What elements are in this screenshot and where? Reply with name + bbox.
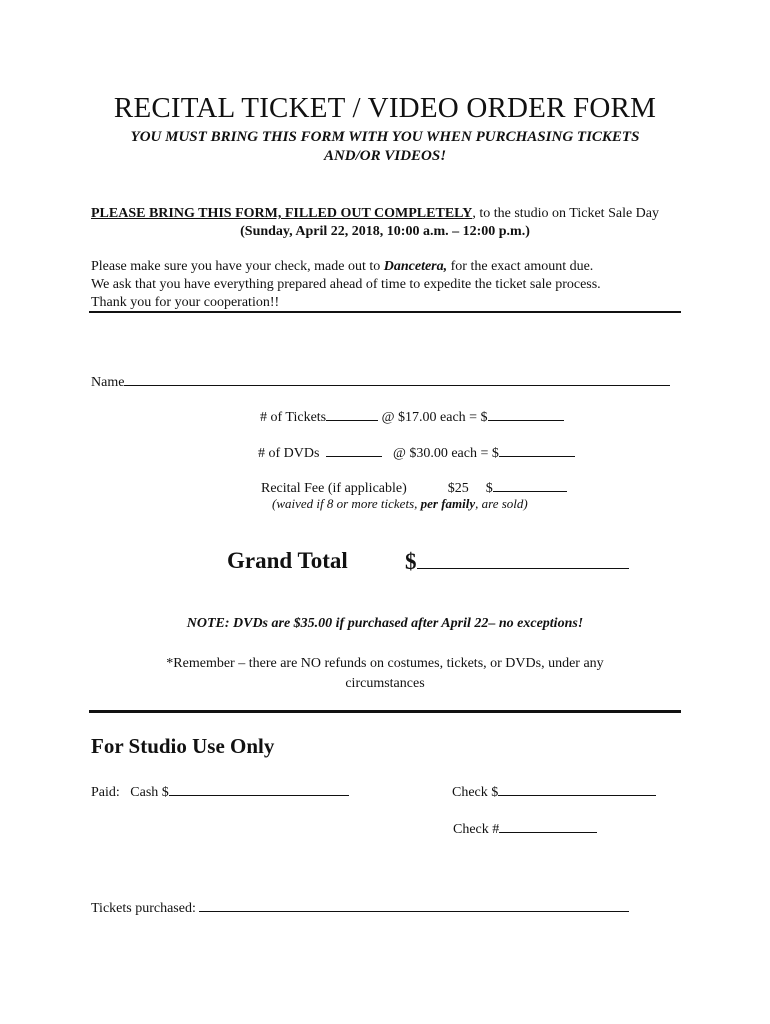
grand-total-dollar: $ — [405, 549, 417, 574]
check-amount-row — [452, 782, 656, 802]
date-line: (Sunday, April 22, 2018, 10:00 a.m. – 12:00 p.m.) — [240, 224, 530, 239]
check-line: Please make sure you have your check, made out to Dancetera, for the exact amount due. — [91, 259, 594, 274]
cash-field[interactable] — [169, 782, 349, 796]
dvds-label: # of DVDs — [258, 446, 320, 461]
check-amount-field[interactable] — [498, 782, 656, 796]
payee-name: Dancetera, — [383, 259, 448, 274]
bring-form-text: PLEASE BRING THIS FORM, FILLED OUT COMPLETELY — [91, 206, 473, 221]
name-label: Name — [91, 375, 125, 390]
tickets-purchased-label: Tickets purchased: — [91, 901, 196, 916]
grand-total-label: Grand Total — [227, 548, 348, 573]
refund-notice — [0, 654, 770, 694]
tickets-label: # of Tickets — [260, 410, 327, 425]
instructions-line-1 — [91, 205, 691, 223]
subtitle-line-1: YOU MUST BRING THIS FORM WITH YOU WHEN PURCHASING TICKETS — [130, 129, 640, 145]
to-studio-text: , to the studio on Ticket Sale Day — [472, 206, 659, 221]
check-instructions — [91, 258, 691, 312]
tickets-quantity-field[interactable] — [326, 407, 378, 421]
refund-line-2: circumstances — [345, 676, 425, 691]
tickets-purchased-row — [91, 898, 629, 918]
dvds-price-text: @ $30.00 each = $ — [392, 446, 499, 461]
check-number-field[interactable] — [499, 819, 597, 833]
waived-note: (waived if 8 or more tickets, per family, are sold) — [272, 496, 528, 511]
expedite-line: We ask that you have everything prepared ahead of time to expedite the ticket sale process. — [91, 277, 601, 292]
fee-amount-field[interactable] — [493, 478, 567, 492]
check-number-row — [453, 819, 597, 839]
tickets-purchased-field[interactable] — [199, 898, 629, 912]
paid-label: Paid: — [91, 785, 120, 800]
studio-divider — [89, 710, 681, 713]
refund-line-1: *Remember – there are NO refunds on costumes, tickets, or DVDs, under any — [166, 656, 604, 671]
per-family-text: per family — [420, 496, 476, 511]
cash-label: Cash $ — [130, 785, 169, 800]
dvds-amount-field[interactable] — [499, 443, 575, 457]
check-number-label: Check # — [453, 822, 500, 837]
subtitle-line-2: AND/OR VIDEOS! — [323, 148, 447, 164]
paid-row — [91, 782, 349, 802]
name-row — [91, 372, 670, 392]
tickets-amount-field[interactable] — [488, 407, 564, 421]
section-divider — [89, 311, 681, 313]
studio-heading: For Studio Use Only — [91, 734, 275, 758]
page-title: RECITAL TICKET / VIDEO ORDER FORM — [113, 92, 657, 124]
grand-total-field[interactable] — [417, 548, 629, 569]
dvd-price-note: NOTE: DVDs are $35.00 if purchased after April 22– no exceptions! — [186, 616, 584, 631]
tickets-price-text: @ $17.00 each = $ — [381, 410, 488, 425]
thanks-line: Thank you for your cooperation!! — [91, 295, 280, 310]
check-label: Check $ — [452, 785, 499, 800]
fee-amount: $25 — [447, 481, 469, 496]
dvds-row — [258, 443, 575, 463]
dvds-quantity-field[interactable] — [326, 443, 382, 457]
name-field[interactable] — [124, 372, 670, 386]
page-subtitle — [0, 128, 770, 166]
tickets-row — [260, 407, 564, 427]
grand-total-row — [405, 548, 629, 575]
fee-label: Recital Fee (if applicable) — [261, 481, 407, 496]
fee-dollar: $ — [485, 481, 493, 496]
